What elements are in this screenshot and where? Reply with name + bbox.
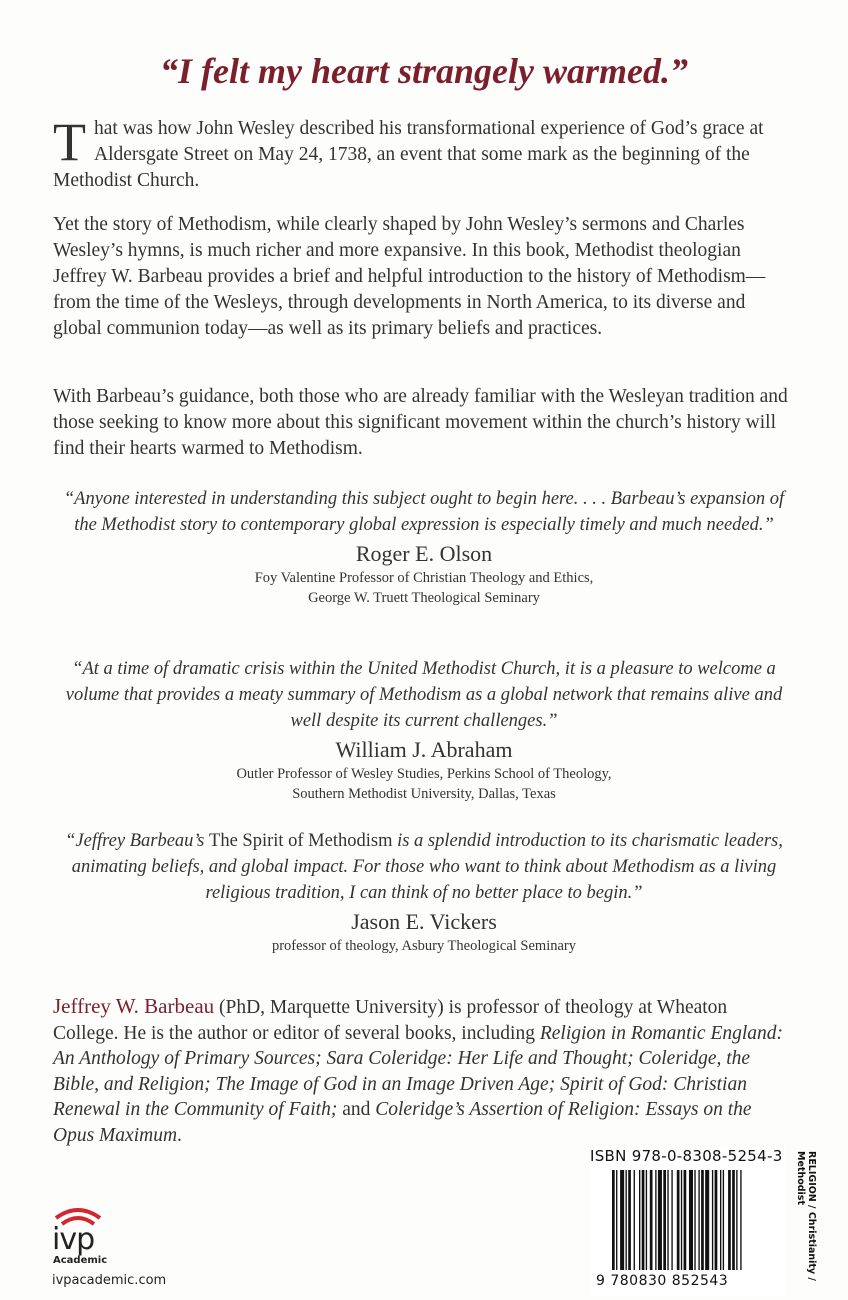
endorser-title-line-2: Southern Methodist University, Dallas, Texas bbox=[292, 786, 556, 802]
barcode-bar bbox=[732, 1170, 735, 1270]
barcode-bar bbox=[671, 1170, 672, 1270]
barcode-bar bbox=[736, 1170, 737, 1270]
endorser-title-line-1: Foy Valentine Professor of Christian Theology and Ethics, bbox=[254, 570, 594, 586]
headline-quote: “I felt my heart strangely warmed.” bbox=[160, 51, 688, 91]
barcode-bar bbox=[650, 1170, 653, 1270]
intro-paragraph-2: Yet the story of Methodism, while clearly shaped by John Wesley’s sermons and Charles Wesley’s hymns, is much richer and more expansive. In this book, Methodist theologian Jeffrey W. Barbeau provides a brief and helpful introduction to the history of Methodism—from the time of the Wesleys, through developments in North America, to its diverse and global communion today—as well as its primary beliefs and practices. bbox=[53, 214, 766, 339]
barcode-bar bbox=[740, 1170, 741, 1270]
endorsement-1 bbox=[60, 486, 788, 608]
barcode-bar bbox=[628, 1170, 631, 1270]
publisher-logo-subtitle: Academic bbox=[53, 1255, 108, 1266]
author-bio-text-1: (PhD, Marquette University) is professor of theology at Wheaton College. He is the author or editor of several books, including bbox=[53, 997, 728, 1044]
book-category: RELIGION / Christianity / Methodist bbox=[795, 1151, 817, 1281]
barcode-bar bbox=[715, 1170, 718, 1270]
endorsement-quote-end: is a splendid introduction to its charismatic leaders, animating beliefs, and global impact. For those who want to think about Methodism as a living religious tradition, I can think of no better place to begin.” bbox=[71, 831, 783, 903]
intro-paragraph-1 bbox=[53, 112, 793, 194]
barcode-bar bbox=[639, 1170, 640, 1270]
endorser-title-line-1: professor of theology, Asbury Theological Seminary bbox=[271, 938, 577, 954]
barcode-bar bbox=[655, 1170, 656, 1270]
isbn-label: ISBN 978-0-8308-5254-3 bbox=[590, 1147, 783, 1165]
barcode-bar bbox=[620, 1170, 624, 1270]
barcode-bar bbox=[712, 1170, 713, 1270]
endorser-name: Roger E. Olson bbox=[355, 541, 493, 566]
barcode-bar bbox=[667, 1170, 668, 1270]
barcode-bar bbox=[689, 1170, 693, 1270]
barcode-bar bbox=[642, 1170, 645, 1270]
author-books-1: Religion in Romantic England: An Anthology of Primary Sources; Sara Coleridge: Her Life and Thought; Coleridge, the Bible, and Religion; The Image of God in an Image Driven Age; Spirit of God: Christian Renewal in the Community of Faith; bbox=[53, 1022, 784, 1120]
barcode-bar bbox=[701, 1170, 704, 1270]
endorsement-quote: “At a time of dramatic crisis within the United Methodist Church, it is a pleasure to welcome a volume that provides a meaty summary of Methodism as a global network that remains alive and well despite its current challenges.” bbox=[65, 659, 783, 731]
intro-paragraph-3: With Barbeau’s guidance, both those who are already familiar with the Wesleyan tradition and those seeking to know more about this significant movement within the church’s history will find their hearts warmed to Methodism. bbox=[53, 386, 788, 459]
barcode-bar bbox=[658, 1170, 662, 1270]
barcode-bar bbox=[663, 1170, 666, 1270]
endorsement-quote bbox=[60, 828, 788, 906]
author-bio-text-2: and bbox=[337, 1099, 376, 1120]
drop-cap: T bbox=[53, 112, 86, 172]
barcode-bar bbox=[705, 1170, 709, 1270]
author-name: Jeffrey W. Barbeau bbox=[53, 994, 215, 1018]
publisher-logo-text: ivp bbox=[52, 1222, 95, 1257]
endorsement-3 bbox=[60, 828, 788, 956]
intro-paragraph-1-text: hat was how John Wesley described his transformational experience of God’s grace at Aldersgate Street on May 24, 1738, an event that some mark as the beginning of the Methodist Church. bbox=[53, 118, 764, 191]
endorsement-quote-start: “Jeffrey Barbeau’s bbox=[65, 831, 210, 851]
endorsement-quote: “Anyone interested in understanding this subject ought to begin here. . . . Barbeau’s expansion of the Methodist story to contemporary global expression is especially timely and much needed.” bbox=[63, 489, 785, 535]
barcode-bar bbox=[681, 1170, 682, 1270]
barcode-icon bbox=[612, 1170, 782, 1274]
endorsement-book-title: The Spirit of Methodism bbox=[209, 831, 393, 851]
barcode-bar bbox=[684, 1170, 687, 1270]
endorser-name: Jason E. Vickers bbox=[351, 909, 497, 934]
barcode-bar bbox=[616, 1170, 617, 1270]
endorsement-2 bbox=[60, 656, 788, 804]
barcode-bar bbox=[728, 1170, 731, 1270]
barcode-bar bbox=[723, 1170, 724, 1270]
barcode-bar bbox=[634, 1170, 635, 1270]
author-bio-text-3: . bbox=[177, 1124, 182, 1146]
barcode-bar bbox=[694, 1170, 695, 1270]
endorser-name: William J. Abraham bbox=[335, 737, 513, 762]
barcode-bar bbox=[626, 1170, 627, 1270]
author-books-2: Coleridge’s Assertion of Religion: Essays on the Opus Maximum bbox=[53, 1099, 752, 1146]
endorser-title-line-2: George W. Truett Theological Seminary bbox=[308, 590, 540, 606]
barcode-digits: 9 780830 852543 bbox=[596, 1273, 729, 1289]
endorser-title-line-1: Outler Professor of Wesley Studies, Perkins School of Theology, bbox=[236, 766, 612, 782]
barcode-bar bbox=[677, 1170, 680, 1270]
barcode-bar bbox=[612, 1170, 615, 1270]
publisher-website[interactable]: ivpacademic.com bbox=[52, 1273, 167, 1288]
barcode-bar bbox=[646, 1170, 647, 1270]
barcode-bar bbox=[698, 1170, 699, 1270]
author-bio bbox=[53, 994, 793, 1148]
barcode-bar bbox=[720, 1170, 721, 1270]
